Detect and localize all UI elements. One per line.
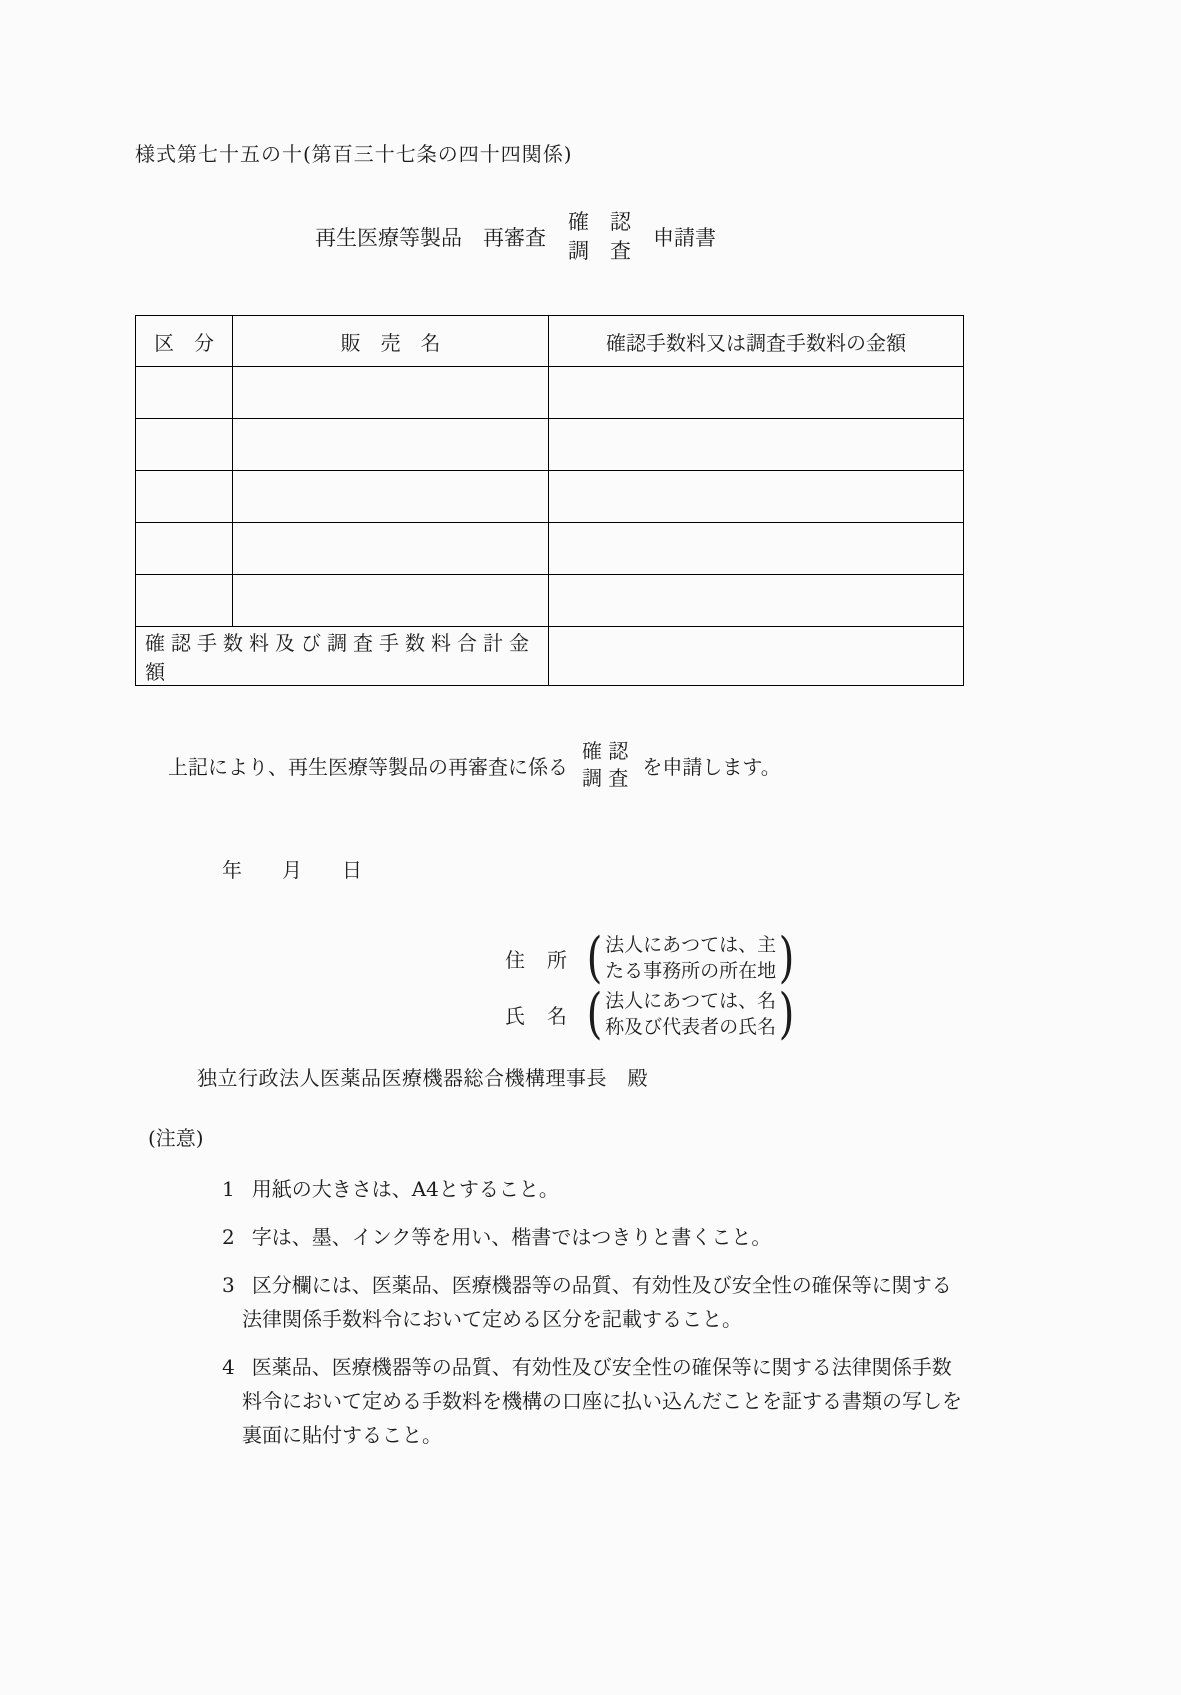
title-stacked-confirmation-survey (568, 208, 631, 266)
total-fee-value-cell (549, 627, 964, 686)
column-header-fee-amount: 確認手数料又は調査手数料の金額 (549, 316, 964, 367)
name-annotation-line2: 称及び代表者の氏名 (605, 1016, 777, 1038)
column-header-brand-name: 販 売 名 (233, 316, 549, 367)
fee-table-empty-cell (549, 575, 964, 627)
title-suffix: 申請書 (653, 226, 716, 250)
note-number: 4 (222, 1355, 235, 1379)
column-header-category: 区 分 (136, 316, 233, 367)
fee-table-empty-cell (549, 471, 964, 523)
fee-table-empty-cell (549, 523, 964, 575)
title-stacked-bottom: 調 査 (568, 239, 631, 263)
note-item-2 (222, 1220, 964, 1254)
fee-table-empty-row (136, 367, 964, 419)
note-text: 区分欄には、医薬品、医療機器等の品質、有効性及び安全性の確保等に関する法律関係手数料令において定める区分を記載すること。 (242, 1273, 952, 1331)
date-line: 年 月 日 (222, 858, 362, 882)
fee-table-empty-cell (233, 419, 549, 471)
note-number: 3 (222, 1273, 235, 1297)
notes-list (222, 1172, 964, 1452)
total-fee-label-cell: 確認手数料及び調査手数料合計金額 (136, 627, 549, 686)
note-item-3 (222, 1268, 964, 1336)
title-main: 再生医療等製品 再審査 (315, 226, 546, 250)
note-item-1 (222, 1172, 964, 1206)
fee-table-empty-cell (136, 471, 233, 523)
declaration-suffix: を申請します。 (642, 754, 781, 779)
address-annotation (605, 932, 776, 984)
name-block (505, 982, 797, 1045)
fee-table-empty-cell (233, 575, 549, 627)
fee-table-empty-cell (136, 367, 233, 419)
declaration-stacked-top: 確 認 (582, 739, 629, 763)
note-text: 字は、墨、インク等を用い、楷書ではつきりと書くこと。 (251, 1225, 772, 1249)
fee-table-empty-cell (136, 575, 233, 627)
name-paren-close: ) (778, 982, 795, 1045)
form-number: 様式第七十五の十(第百三十七条の四十四関係) (135, 142, 573, 166)
name-annotation-line1: 法人にあつては、名 (605, 990, 777, 1012)
notes-heading: (注意) (148, 1126, 204, 1150)
document-title (315, 206, 716, 268)
name-paren-open: ( (586, 982, 603, 1045)
note-text: 用紙の大きさは、A4とすること。 (251, 1177, 559, 1201)
fee-table-total-row (136, 627, 964, 686)
title-stacked-top: 確 認 (568, 210, 631, 234)
address-block (505, 926, 797, 989)
note-item-4 (222, 1350, 964, 1452)
fee-table-empty-cell (233, 523, 549, 575)
fee-table-empty-cell (549, 367, 964, 419)
note-number: 2 (222, 1225, 235, 1249)
fee-table-header-row (136, 316, 964, 367)
declaration-sentence (168, 737, 781, 793)
fee-table-body (136, 367, 964, 627)
recipient-line: 独立行政法人医薬品医療機器総合機構理事長 殿 (197, 1066, 648, 1090)
declaration-stacked-bottom: 調 査 (582, 766, 629, 790)
name-annotation (605, 988, 776, 1040)
fee-table-empty-row (136, 471, 964, 523)
address-annotation-line1: 法人にあつては、主 (605, 934, 777, 956)
declaration-stacked-confirmation-survey (582, 738, 628, 792)
fee-table-empty-cell (233, 471, 549, 523)
address-paren-open: ( (586, 926, 603, 989)
declaration-prefix: 上記により、再生医療等製品の再審査に係る (168, 754, 568, 779)
fee-table (135, 315, 964, 686)
fee-table-empty-cell (136, 419, 233, 471)
fee-table-empty-row (136, 419, 964, 471)
note-text: 医薬品、医療機器等の品質、有効性及び安全性の確保等に関する法律関係手数料令において定める手数料を機構の口座に払い込んだことを証する書類の写しを裏面に貼付すること。 (242, 1355, 962, 1447)
fee-table-empty-row (136, 575, 964, 627)
fee-table-empty-cell (233, 367, 549, 419)
fee-table-empty-cell (549, 419, 964, 471)
note-number: 1 (222, 1177, 235, 1201)
address-label: 住 所 (505, 947, 568, 972)
name-label: 氏 名 (505, 1003, 568, 1028)
address-paren-close: ) (778, 926, 795, 989)
fee-table-empty-cell (136, 523, 233, 575)
address-annotation-line2: たる事務所の所在地 (605, 960, 777, 982)
fee-table-empty-row (136, 523, 964, 575)
